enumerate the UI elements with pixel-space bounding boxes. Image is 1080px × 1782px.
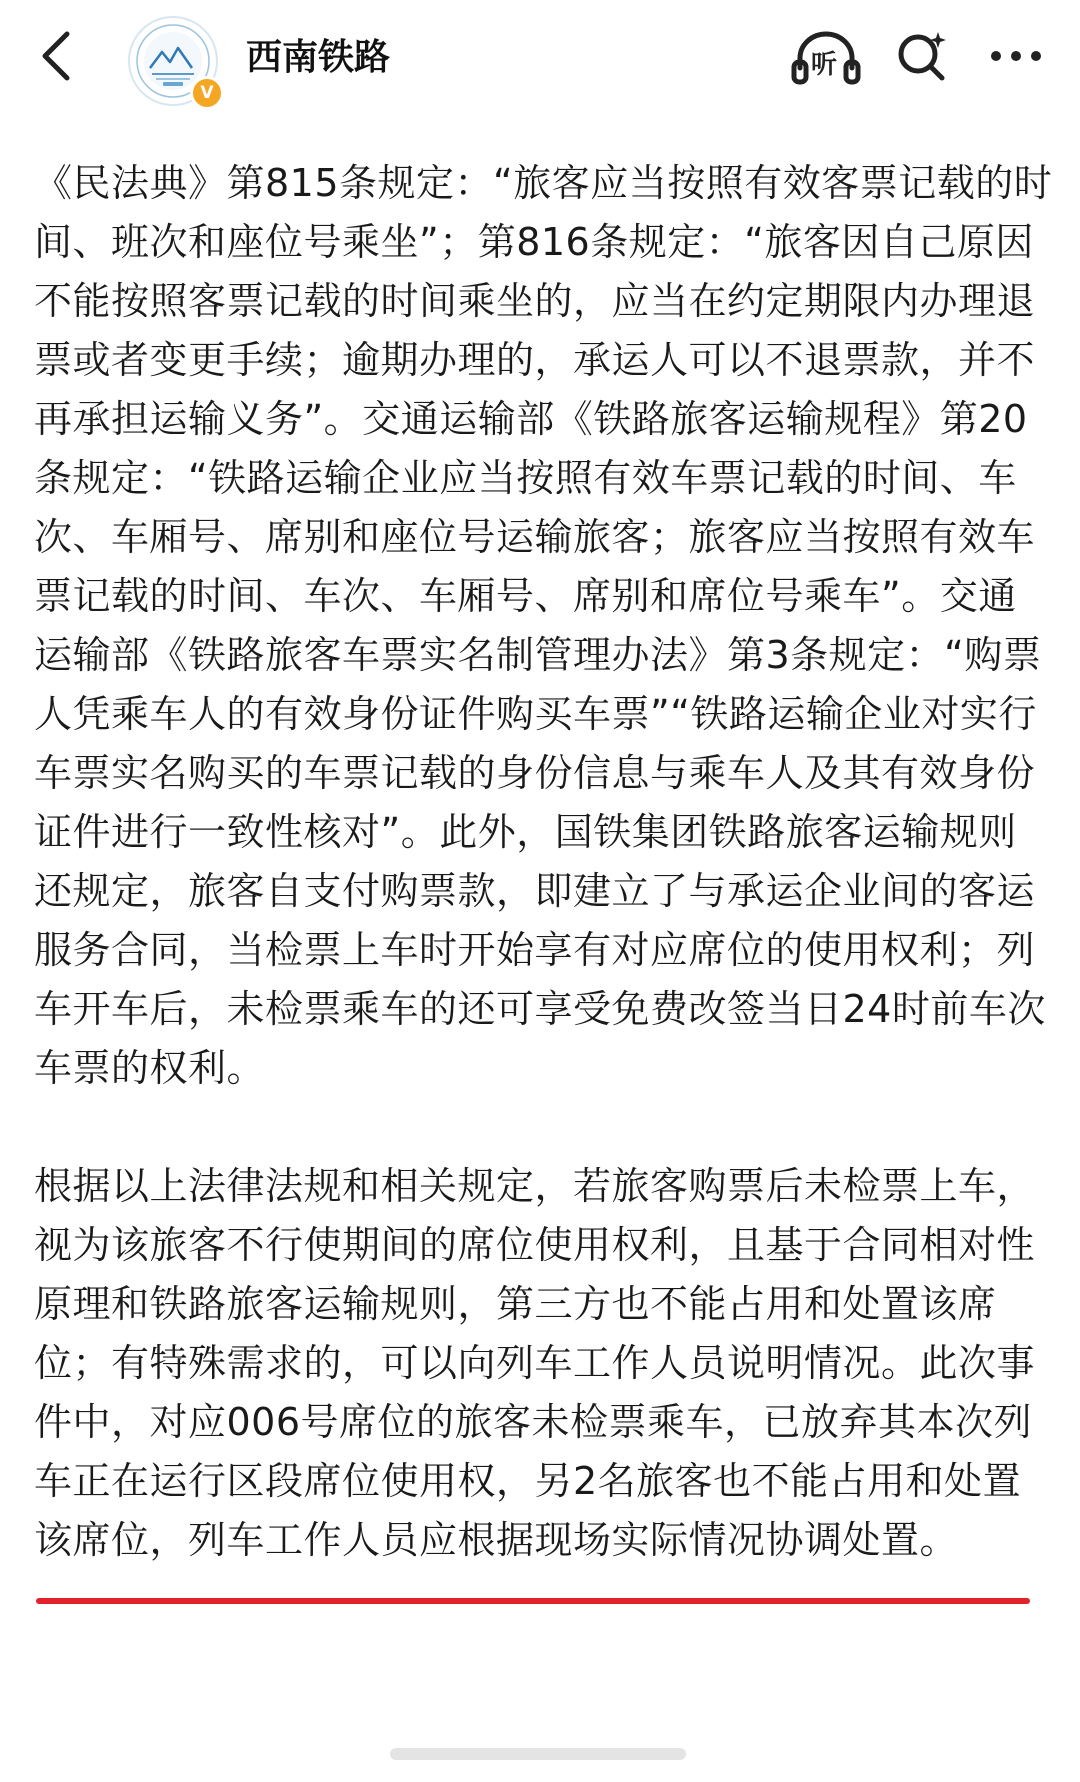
more-button[interactable] bbox=[986, 28, 1046, 88]
chevron-left-icon bbox=[39, 30, 73, 86]
home-indicator[interactable] bbox=[390, 1748, 686, 1760]
headphones-icon bbox=[790, 28, 862, 88]
top-bar bbox=[0, 0, 1080, 114]
article-paragraph: 《民法典》第815条规定：“旅客应当按照有效客票记载的时间、班次和座位号乘坐”；第816条规定：“旅客因自己原因不能按照客票记载的时间乘坐的，应当在约定期限内办理退票或者变更手续；逾期办理的，承运人可以不退票款，并不再承担运输义务”。交通运输部《铁路旅客运输规程》第20条规定：“铁路运输企业应当按照有效车票记载的时间、车次、车厢号、席别和座位号运输旅客；旅客应当按照有效车票记载的时间、车次、车厢号、席别和席位号乘车”。交通运输部《铁路旅客车票实名制管理办法》第3条规定：“购票人凭乘车人的有效身份证件购买车票”“铁路运输企业对实行车票实名购买的车票记载的身份信息与乘车人及其有效身份证件进行一致性核对”。此外，国铁集团铁路旅客运输规则还规定，旅客自支付购票款，即建立了与承运企业间的客运服务合同，当检票上车时开始享有对应席位的使用权利；列车开车后，未检票乘车的还可享受免费改签当日24时前车次车票的权利。 bbox=[34, 161, 1053, 1090]
verified-badge bbox=[190, 76, 224, 110]
article-paragraph: 根据以上法律法规和相关规定，若旅客购票后未检票上车，视为该旅客不行使期间的席位使用权利，且基于合同相对性原理和铁路旅客运输规则，第三方也不能占用和处置该席位；有特殊需求的，可以向列车工作人员说明情况。此次事件中，对应006号席位的旅客未检票乘车，已放弃其本次列车正在运行区段席位使用权，另2名旅客也不能占用和处置该席位，列车工作人员应根据现场实际情况协调处置。 bbox=[34, 1164, 1036, 1562]
search-button[interactable] bbox=[892, 28, 952, 88]
verified-mark: V bbox=[200, 83, 214, 103]
listen-label: 听 bbox=[811, 50, 838, 80]
search-sparkle-icon bbox=[894, 28, 950, 88]
back-button[interactable] bbox=[28, 30, 84, 86]
more-dots-icon bbox=[988, 48, 1044, 68]
account-name[interactable]: 西南铁路 bbox=[246, 37, 391, 78]
article-body bbox=[34, 154, 1054, 1570]
listen-button[interactable] bbox=[790, 28, 862, 88]
red-underline-annotation bbox=[36, 1598, 1030, 1604]
